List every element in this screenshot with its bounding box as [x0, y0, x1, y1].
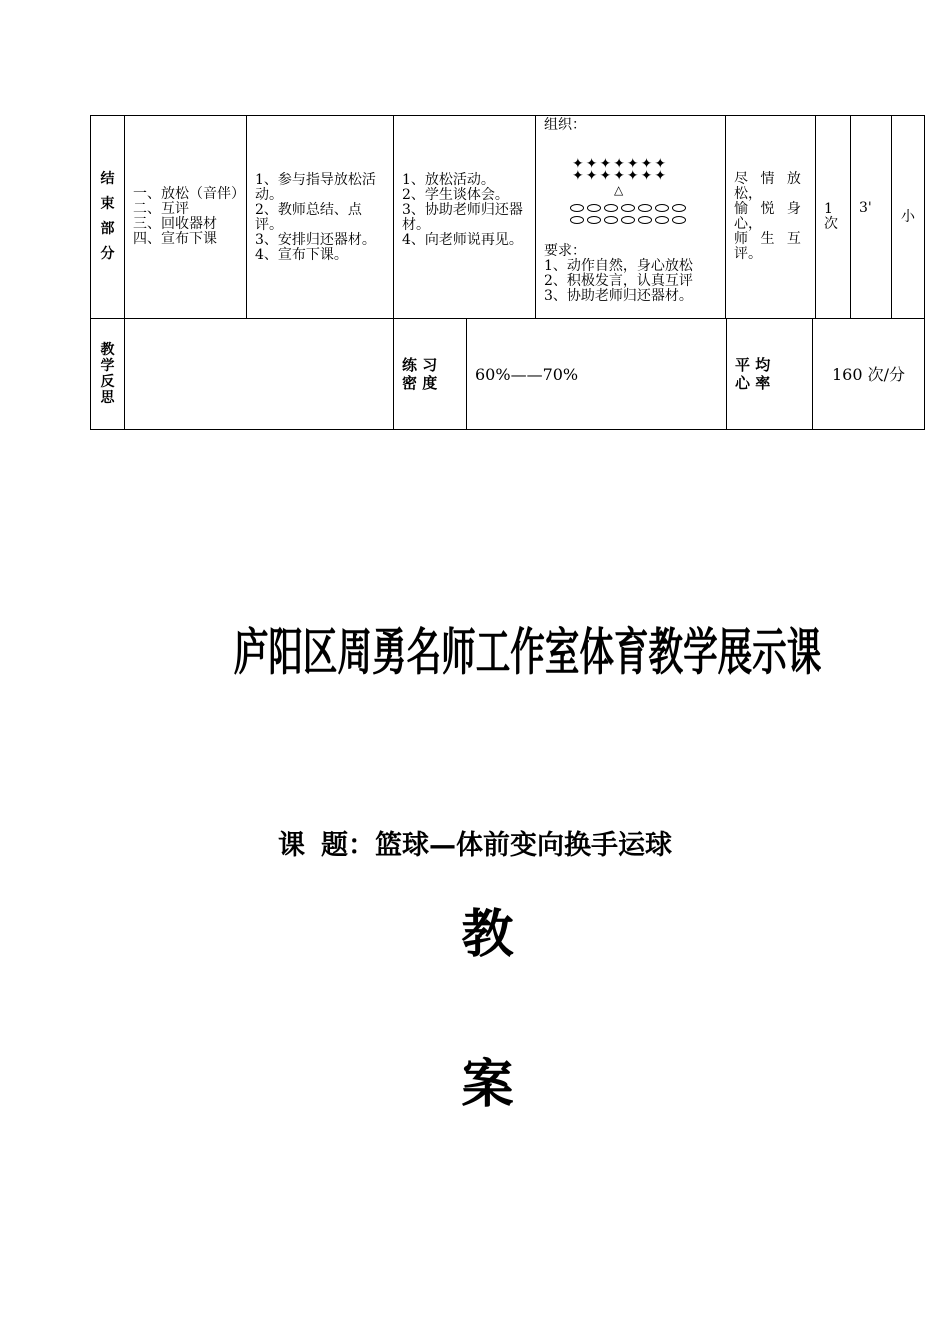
practice-density-label-cell — [393, 318, 467, 430]
goal-line: 愉 悦 身 — [734, 201, 801, 217]
oval-icon — [621, 204, 635, 212]
duration-value: 3' — [859, 200, 872, 216]
student-activity-item: 3、协助老师归还器材。 — [402, 202, 523, 233]
closing-content-cell — [124, 115, 247, 319]
teacher-activity-item: 4、宣布下课。 — [255, 247, 348, 263]
goal-cell — [725, 115, 816, 319]
goal-line: 师 生 互 — [734, 231, 801, 247]
student-formation-stars — [572, 158, 692, 182]
reflection-content-cell — [124, 318, 394, 430]
heart-rate-value: 160 次/分 — [831, 364, 906, 384]
subject-text: 篮球—体前变向换手运球 — [375, 830, 672, 861]
duration-cell — [850, 115, 892, 319]
stars-row: ✦✦✦✦✦✦✦ — [572, 168, 669, 184]
oval-icon — [621, 216, 635, 224]
cover-title: 庐阳区周勇名师工作室体育教学展示课 — [233, 623, 822, 682]
label-char: 束 — [100, 196, 115, 212]
subject-line — [0, 826, 950, 866]
times-value: 1 — [824, 201, 833, 217]
oval-icon — [570, 204, 584, 212]
content-item: 三、回收器材 — [133, 216, 217, 232]
requirements-header: 要求： — [544, 243, 586, 259]
cover-char-jiao: 教 — [461, 905, 514, 965]
content-item: 一、放松（音伴） — [133, 186, 245, 202]
teacher-activity-item: 3、安排归还器材。 — [255, 232, 376, 248]
times-unit: 次 — [824, 216, 838, 232]
times-cell — [815, 115, 851, 319]
intensity-value: 小 — [901, 208, 915, 225]
practice-density-label: 练 习 — [402, 356, 438, 374]
label-char: 思 — [100, 390, 115, 406]
intensity-cell — [891, 115, 925, 319]
student-activity-item: 1、放松活动。 — [402, 172, 495, 188]
heart-rate-label-cell — [726, 318, 813, 430]
oval-icon — [638, 216, 652, 224]
label-char: 教 — [100, 342, 115, 358]
oval-icon — [587, 204, 601, 212]
oval-icon — [587, 216, 601, 224]
requirement-item: 3、协助老师归还器材。 — [544, 288, 693, 304]
oval-icon — [672, 204, 686, 212]
reflection-label — [90, 318, 125, 430]
stars-row: ✦✦✦✦✦✦✦ — [572, 156, 669, 172]
practice-density-label: 密 度 — [402, 374, 438, 392]
subject-label: 课 — [278, 830, 305, 861]
teacher-triangle-icon: △ — [614, 183, 624, 197]
content-item: 二、互评 — [133, 201, 189, 217]
label-char: 结 — [100, 171, 115, 187]
goal-line: 心， — [734, 216, 762, 232]
oval-icon — [655, 204, 669, 212]
oval-icon — [570, 216, 584, 224]
oval-icon — [655, 216, 669, 224]
organization-header: 组织： — [544, 117, 586, 133]
label-char: 反 — [100, 374, 115, 390]
oval-icon — [604, 216, 618, 224]
goal-line: 尽 情 放 — [734, 171, 801, 187]
oval-icon — [638, 204, 652, 212]
teacher-activity-item: 2、教师总结、点评。 — [255, 202, 362, 233]
practice-density-value-cell — [466, 318, 727, 430]
label-char: 部 — [100, 221, 115, 237]
content-item: 四、宣布下课 — [133, 231, 217, 247]
cover-char-an: 案 — [461, 1055, 514, 1115]
label-char: 分 — [100, 246, 115, 262]
student-activity-item: 4、向老师说再见。 — [402, 232, 523, 248]
student-formation-ovals — [570, 204, 692, 228]
heart-rate-value-cell — [812, 318, 925, 430]
requirement-item: 1、动作自然，身心放松 — [544, 258, 693, 274]
student-activity-item: 2、学生谈体会。 — [402, 187, 509, 203]
subject-label: 题： — [321, 830, 375, 861]
student-activity-cell — [393, 115, 536, 319]
oval-icon — [604, 204, 618, 212]
teacher-activity-cell — [246, 115, 394, 319]
heart-rate-label: 心 率 — [735, 374, 771, 392]
practice-density-value: 60%——70% — [475, 364, 579, 384]
requirement-item: 2、积极发言，认真互评 — [544, 273, 693, 289]
teacher-activity-item: 1、参与指导放松活动。 — [255, 172, 376, 203]
goal-line: 松， — [734, 186, 762, 202]
closing-section-label — [90, 115, 125, 319]
heart-rate-label: 平 均 — [735, 356, 771, 374]
goal-line: 评。 — [734, 246, 762, 262]
oval-icon — [672, 216, 686, 224]
label-char: 学 — [100, 358, 115, 374]
